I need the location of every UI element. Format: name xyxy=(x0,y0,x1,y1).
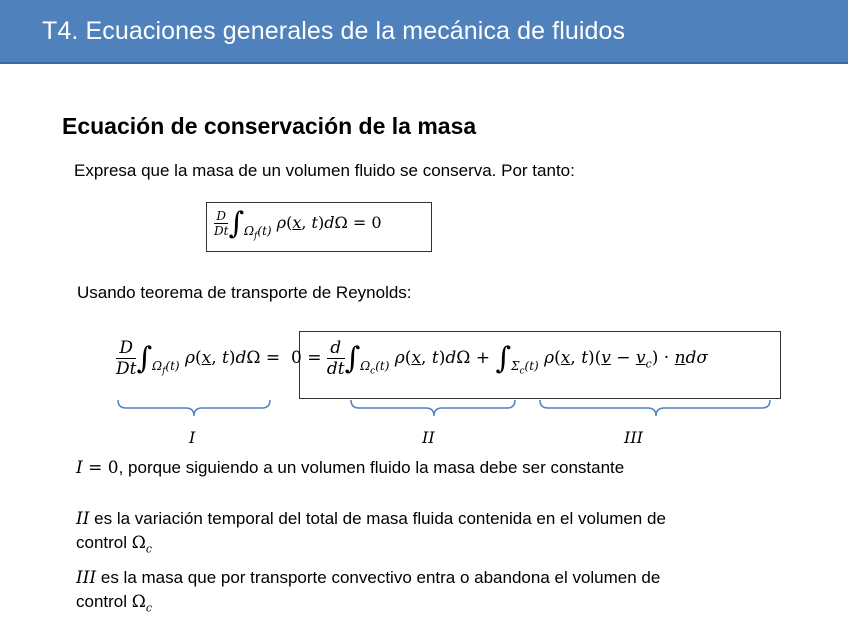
statement-i: I = 0, porque siguiendo a un volumen fluido la masa debe ser constante xyxy=(76,458,625,478)
statement-iii: III es la masa que por transporte convectivo entra o abandona el volumen de control $\Omega_c$ xyxy=(76,568,661,615)
brace-term-iii xyxy=(538,398,774,420)
reynolds-equation: $\frac{D}{Dt}$ $\int_{\Omega_f(t)}$ ρ(x, t)dΩ = 0 = $\frac{d}{dt}$ $\int_{\Omega_c(t)}$ ρ(x, $t)d\Omega + \int_{\Sigma_c(t)}$ ρ(x, $t)(v - v_c) \cdot nd\sigma$ xyxy=(116,338,709,379)
slide-header xyxy=(0,0,848,64)
reynolds-text: Usando teorema de transporte de Reynolds: xyxy=(77,283,412,302)
mass-conservation-equation: $\frac{D}{Dt}$ $\int_{\Omega_f(t)}$ ρ(x, t)dΩ = 0 xyxy=(214,206,382,242)
label-term-iii: III xyxy=(624,428,643,447)
brace-term-i xyxy=(116,398,272,420)
brace-term-ii xyxy=(349,398,519,420)
section-title: Ecuación de conservación de la masa xyxy=(62,113,477,139)
intro-text: Expresa que la masa de un volumen fluido se conserva. Por tanto: xyxy=(74,161,575,180)
label-term-i: I xyxy=(189,428,196,447)
label-term-ii: II xyxy=(422,428,435,447)
slide-title: T4. Ecuaciones generales de la mecánica de fluidos xyxy=(42,17,626,45)
statement-ii: II es la variación temporal del total de masa fluida contenida en el volumen de control $\Omega_c$ xyxy=(76,509,666,556)
